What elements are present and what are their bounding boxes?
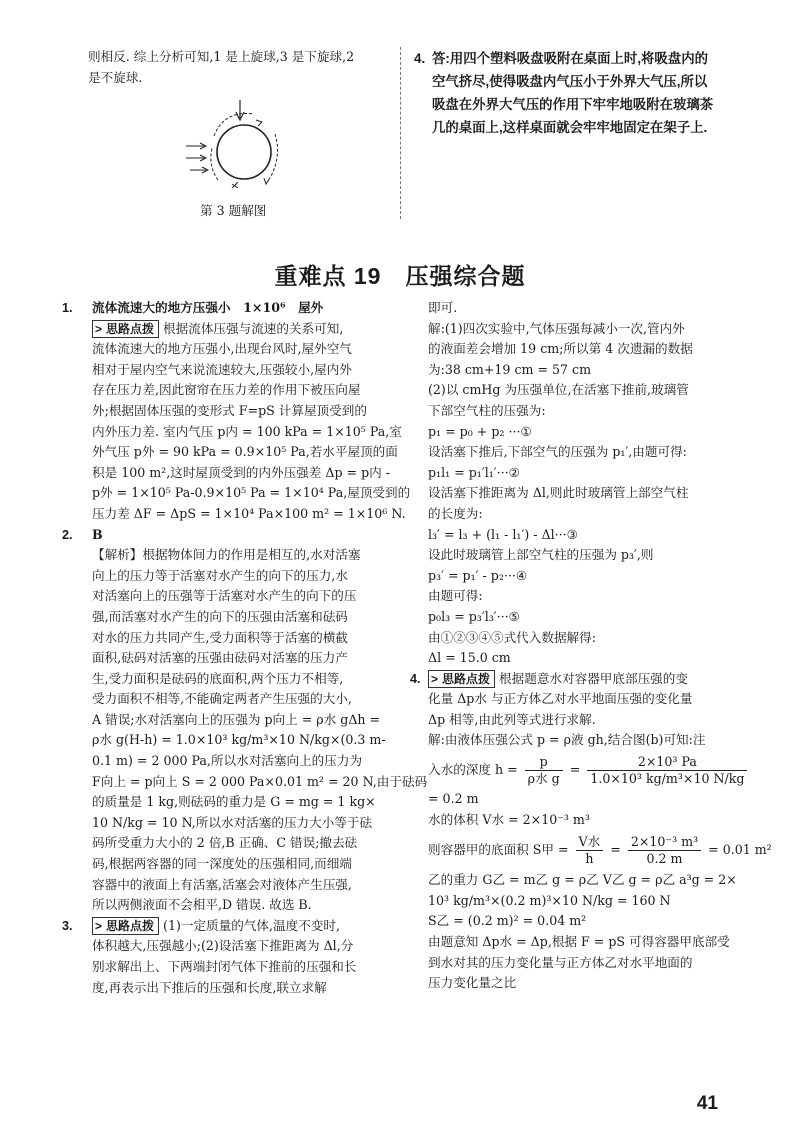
question-number: 3. bbox=[62, 918, 73, 933]
question-number: 2. bbox=[62, 527, 73, 542]
question-number: 4. bbox=[410, 671, 421, 686]
text-line: 空气挤尽,使得吸盘内气压小于外界大气压,所以 bbox=[432, 74, 708, 89]
text-line: 所以两侧液面不会相平,D 错误. 故选 B. bbox=[92, 897, 312, 913]
text-line: 解:由液体压强公式 p = ρ液 gh,结合图(b)可知:注 bbox=[428, 732, 706, 748]
text-line: 吸盘在外界大气压的作用下牢牢地吸附在玻璃茶 bbox=[432, 97, 714, 112]
text-line: 则相反. 综上分析可知,1 是上旋球,3 是下旋球,2 bbox=[88, 49, 355, 64]
question-number: 4. bbox=[414, 51, 426, 66]
text-line: A 错误;水对活塞向上的压强为 p向上 = ρ水 gΔh = bbox=[92, 711, 381, 727]
text-line: 根据流体压强与流速的关系可知, bbox=[163, 320, 344, 336]
text-line: 的液面差会增加 19 cm;所以第 4 次遗漏的数据 bbox=[428, 341, 693, 357]
text-line: 对水的压力共同产生,受力面积等于活塞的横截 bbox=[92, 629, 348, 645]
area-formula: 则容器甲的底面积 S甲 = $\frac{\text{V水}}{h}$ = $\frac{\text{2×10⁻³ m³}}{0.2 m}$ = 0.01 m² bbox=[428, 834, 772, 867]
text-line: 由题可得: bbox=[428, 588, 483, 604]
hint-tag: > 思路点拨 bbox=[92, 320, 159, 338]
text-line: 根据题意水对容器甲底部压强的变 bbox=[499, 670, 688, 686]
text-line: 几的桌面上,这样桌面就会牢牢地固定在架子上. bbox=[432, 120, 708, 135]
hint-tag: > 思路点拨 bbox=[428, 670, 495, 688]
arrow-icon: > bbox=[95, 321, 103, 336]
text-line: 别求解出上、下两端封闭气体下推前的压强和长 bbox=[92, 959, 357, 974]
text-line: 设活塞下推距离为 Δl,则此时玻璃管上部空气柱 bbox=[428, 485, 689, 501]
top-left-text bbox=[88, 47, 388, 88]
page-number: 41 bbox=[696, 1093, 718, 1114]
text-line: 设此时玻璃管上部空气柱的压强为 p₃′,则 bbox=[428, 547, 654, 563]
right-column bbox=[410, 298, 772, 994]
text-line: 体积越大,压强越小;(2)设活塞下推距离为 Δl,分 bbox=[92, 938, 354, 954]
text-line: p₀l₃ = p₃′l₃′···⑤ bbox=[428, 608, 520, 624]
text-line: 的长度为: bbox=[428, 505, 483, 521]
question-number: 1. bbox=[62, 301, 73, 315]
text-line: p₁l₁ = p₁′l₁′···② bbox=[428, 464, 520, 480]
q2-answer: B bbox=[92, 526, 103, 542]
text-line: 即可. bbox=[428, 300, 458, 315]
text-line: 强,而活塞对水产生的向下的压强由活塞和砝码 bbox=[92, 608, 348, 624]
text-line: p₁ = p₀ + p₂ ···① bbox=[428, 423, 532, 439]
text-line: 压力差 ΔF = ΔpS = 1×10⁴ Pa×100 m² = 1×10⁶ N. bbox=[92, 505, 406, 521]
column-divider bbox=[400, 47, 401, 219]
text-line: 水的体积 V水 = 2×10⁻³ m³ bbox=[428, 811, 590, 827]
text-line: 积是 100 m²,这时屋顶受到的内外压强差 Δp = p内 - bbox=[92, 464, 390, 480]
text-line: 化量 Δp水 与正方体乙对水平地面压强的变化量 bbox=[428, 691, 693, 707]
arrow-icon: > bbox=[95, 918, 103, 933]
text-line: = 0.2 m bbox=[428, 791, 479, 807]
text-line: 生,受力面积是砝码的底面积,两个压力不相等, bbox=[92, 670, 344, 686]
text-line: 解:(1)四次实验中,气体压强每减小一次,管内外 bbox=[428, 320, 685, 336]
text-line: l₃′ = l₃ + (l₁ - l₁′) - Δl···③ bbox=[428, 526, 578, 542]
text-line: 外;根据固体压强的变形式 F=pS 计算屋顶受到的 bbox=[92, 402, 367, 418]
text-line: 流体流速大的地方压强小,出现台风时,屋外空气 bbox=[92, 341, 352, 357]
text-line: 内外压力差. 室内气压 p内 = 100 kPa = 1×10⁵ Pa,室 bbox=[92, 423, 402, 439]
text-line: 的质量是 1 kg,则砝码的重力是 G = mg = 1 kg× bbox=[92, 794, 376, 810]
text-line: 相对于屋内空气来说流速较大,压强较小,屋内外 bbox=[92, 361, 352, 377]
text-line: Δp 相等,由此列等式进行求解. bbox=[428, 711, 596, 727]
depth-formula: 入水的深度 h = $\frac{p}{\text{ρ水 g}}$ = $\frac{\text{2×10³ Pa}}{\text{1.0×10³ kg/m³×10 N/kg}}$ bbox=[428, 751, 748, 789]
text-line: F向上 = p向上 S = 2 000 Pa×0.01 m² = 20 N,由于砝码 bbox=[92, 773, 428, 789]
text-line: 码,根据两容器的同一深度处的压强相同,而细端 bbox=[92, 856, 352, 872]
q1-answer: 流体流速大的地方压强小 1×10⁶ 屋外 bbox=[92, 300, 324, 315]
figure-caption: 第 3 题解图 bbox=[200, 203, 267, 218]
text-line: ρ水 g(H-h) = 1.0×10³ kg/m³×10 N/kg×(0.3 m- bbox=[92, 732, 386, 748]
text-line: S乙 = (0.2 m)² = 0.04 m² bbox=[428, 913, 587, 929]
arrow-icon: > bbox=[431, 671, 439, 686]
text-line: 设活塞下推后,下部空气的压强为 p₁′,由题可得: bbox=[428, 444, 687, 460]
text-line: 容器中的液面上有活塞,活塞会对液体产生压强, bbox=[92, 876, 352, 892]
text-line: 下部空气柱的压强为: bbox=[428, 402, 546, 418]
text-line: 答:用四个塑料吸盘吸附在桌面上时,将吸盘内的 bbox=[432, 51, 708, 66]
text-line: 度,再表示出下推后的压强和长度,联立求解 bbox=[92, 979, 327, 995]
text-line: 由①②③④⑤式代入数据解得: bbox=[428, 629, 596, 645]
text-line: 10³ kg/m³×(0.2 m)³×10 N/kg = 160 N bbox=[428, 892, 671, 908]
text-line: 面积,砝码对活塞的压强由砝码对活塞的压力产 bbox=[92, 650, 348, 666]
text-line: 存在压力差,因此窗帘在压力差的作用下被压向屋 bbox=[92, 382, 361, 398]
text-line: 到水对其的压力变化量与正方体乙对水平地面的 bbox=[428, 954, 693, 970]
left-column bbox=[62, 298, 428, 998]
text-line: (1)一定质量的气体,温度不变时, bbox=[163, 917, 341, 933]
text-line: 外气压 p外 = 90 kPa = 0.9×10⁵ Pa,若水平屋顶的面 bbox=[92, 444, 398, 460]
text-line: 受力面积不相等,不能确定两者产生压强的大小, bbox=[92, 691, 352, 707]
ball-spin-figure bbox=[178, 96, 308, 196]
text-line: p外 = 1×10⁵ Pa-0.9×10⁵ Pa = 1×10⁴ Pa,屋顶受到的 bbox=[92, 485, 411, 501]
text-line: 0.1 m) = 2 000 Pa,所以水对活塞向上的压力为 bbox=[92, 753, 363, 769]
text-line: 由题意知 Δp水 = Δp,根据 F = pS 可得容器甲底部受 bbox=[428, 934, 730, 950]
hint-tag: > 思路点拨 bbox=[92, 917, 159, 935]
text-line: 乙的重力 G乙 = m乙 g = ρ乙 V乙 g = ρ乙 a³g = 2× bbox=[428, 872, 737, 888]
section-title: 重难点 19 压强综合题 bbox=[274, 263, 526, 289]
text-line: 是不旋球. bbox=[88, 69, 143, 85]
text-line: 向上的压力等于活塞对水产生的向下的压力,水 bbox=[92, 567, 348, 583]
text-line: 码所受重力大小的 2 倍,B 正确、C 错误;撤去砝 bbox=[92, 835, 358, 851]
text-line: 【解析】根据物体间力的作用是相互的,水对活塞 bbox=[92, 547, 361, 563]
text-line: 为:38 cm+19 cm = 57 cm bbox=[428, 361, 592, 377]
text-line: 对活塞向上的压强等于活塞对水产生的向下的压 bbox=[92, 588, 357, 604]
text-line: 压力变化量之比 bbox=[428, 975, 517, 991]
text-line: (2)以 cmHg 为压强单位,在活塞下推前,玻璃管 bbox=[428, 382, 689, 398]
text-line: Δl = 15.0 cm bbox=[428, 650, 511, 666]
text-line: p₃′ = p₁′ - p₂···④ bbox=[428, 567, 528, 583]
text-line: 10 N/kg = 10 N,所以水对活塞的压力大小等于砝 bbox=[92, 814, 373, 830]
